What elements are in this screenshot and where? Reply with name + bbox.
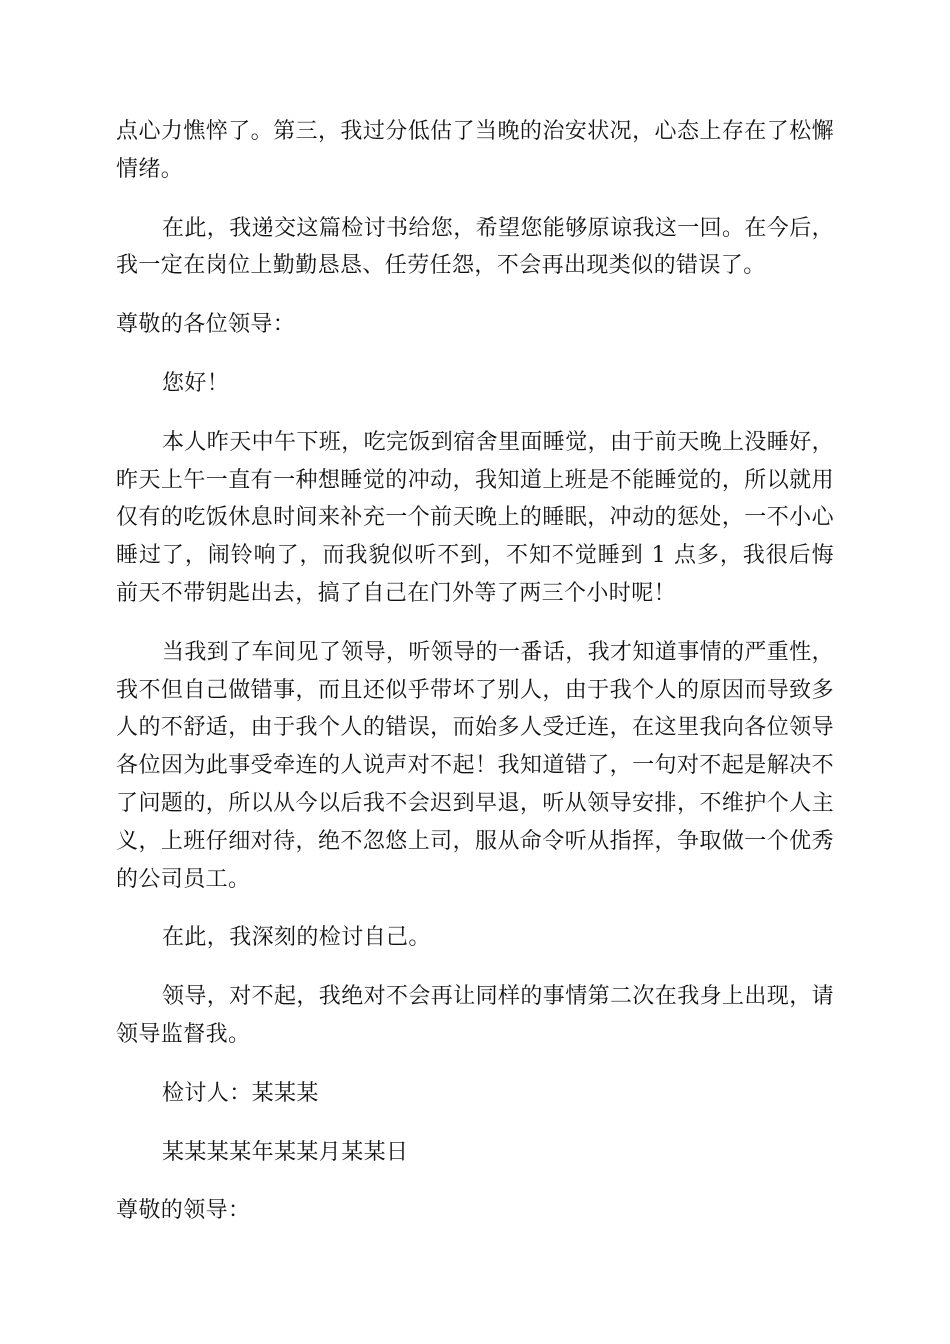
greeting: 您好！ <box>162 370 230 396</box>
paragraph-continuation: 点心力憔悴了。第三，我过分低估了当晚的治安状况，心态上存在了松懈情绪。 <box>116 119 834 182</box>
date-line: 某某某某年某某月某某日 <box>162 1139 409 1165</box>
document-body <box>116 113 834 1251</box>
salutation-leaders: 尊敬的各位领导： <box>116 312 296 338</box>
signature-line: 检讨人：某某某 <box>162 1080 319 1106</box>
paragraph-submission: 在此，我递交这篇检讨书给您，希望您能够原谅我这一回。在今后，我一定在岗位上勤勤恳恳、任劳任怨，不会再出现类似的错误了。 <box>116 215 835 279</box>
paragraph-reflection: 当我到了车间见了领导，听领导的一番话，我才知道事情的严重性，我不但自己做错事，而且还似乎带坏了别人，由于我个人的原因而导致多人的不舒适，由于我个人的错误，而始多人受迁连，在这里我向各位领导各位因为此事受牵连的人说声对不起！我知道错了，一句对不起是解决不了问题的，所以从今以后我不会迟到早退，听从领导安排，不维护个人主义，上班仔细对待，绝不忽悠上司，服从命令听从指挥，争取做一个优秀的公司员工。 <box>116 639 835 892</box>
paragraph-incident: 本人昨天中午下班，吃完饭到宿舍里面睡觉，由于前天晚上没睡好，昨天上午一直有一种想睡觉的冲动，我知道上班是不能睡觉的，所以就用仅有的吃饭休息时间来补充一个前天晚上的睡眠，冲动的惩处，一不小心睡过了，闹铃响了，而我貌似听不到，不知不觉睡到 1 点多，我很后悔前天不带钥匙出去，搞了自己在门外等了两三个小时呢！ <box>116 429 835 606</box>
paragraph-promise: 领导，对不起，我绝对不会再让同样的事情第二次在我身上出现，请领导监督我。 <box>116 984 835 1047</box>
salutation-leader: 尊敬的领导： <box>116 1198 251 1224</box>
paragraph-self-review: 在此，我深刻的检讨自己。 <box>162 925 431 951</box>
